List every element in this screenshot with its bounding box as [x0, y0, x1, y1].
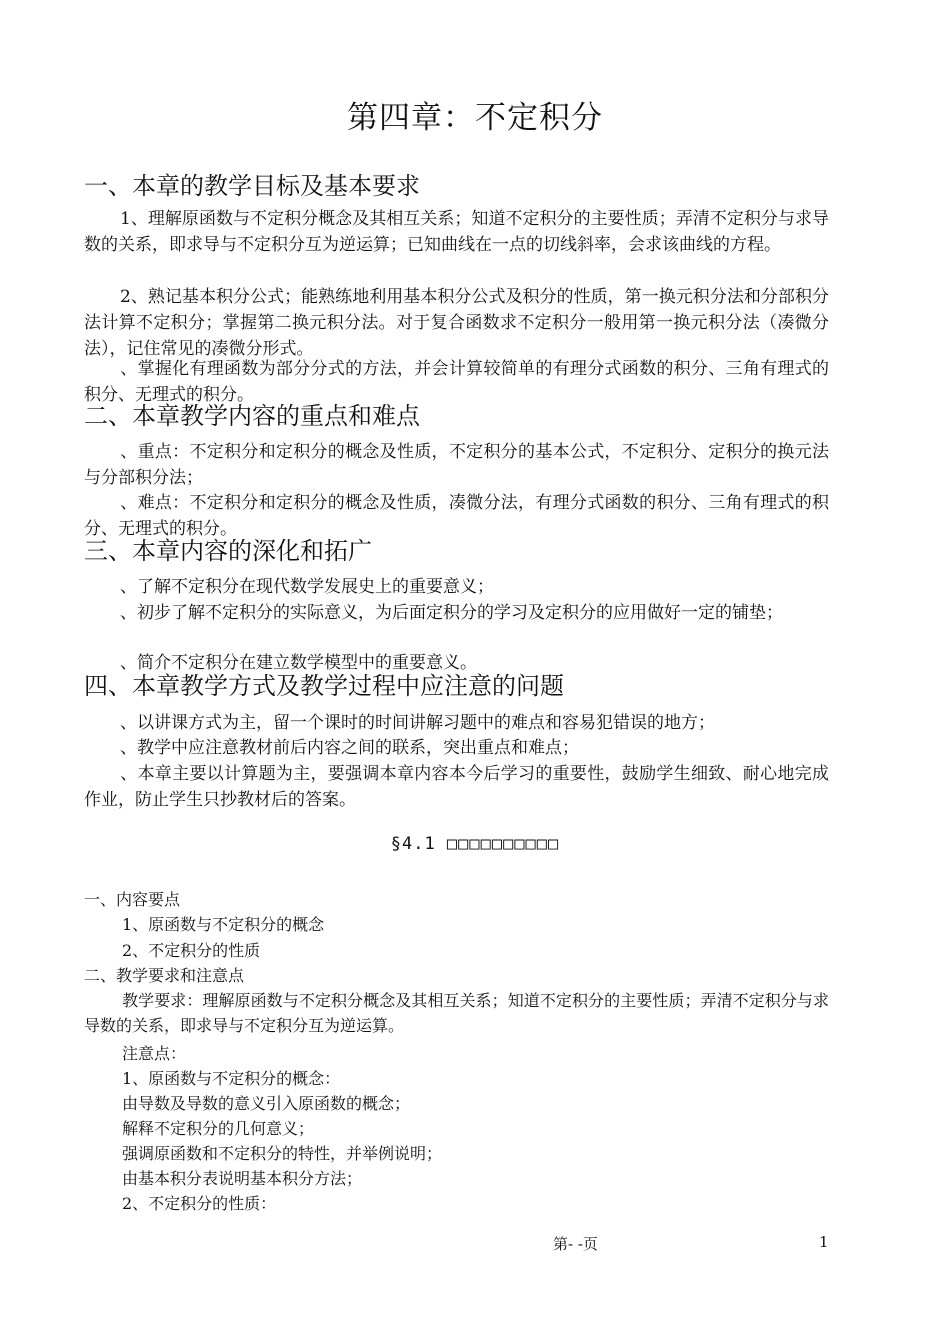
note-1: 1、原函数与不定积分的概念： [122, 1069, 341, 1088]
goal-text-3: 、掌握化有理函数为部分分式的方法，并会计算较简单的有理分式函数的积分、三角有理式的积分、无理式的积分。 [84, 359, 829, 405]
footer-page-number: 1 [819, 1233, 829, 1251]
note-5: 由基本积分表说明基本积分方法； [122, 1169, 363, 1188]
method-text-2: 、教学中应注意教材前后内容之间的联系，突出重点和难点； [120, 738, 579, 758]
note-3: 解释不定积分的几何意义； [122, 1119, 315, 1138]
requirement-text: 教学要求：理解原函数与不定积分概念及其相互关系；知道不定积分的主要性质；弄清不定积分与求导数的关系，即求导与不定积分互为逆运算。 [84, 991, 829, 1035]
keypoint-text-1: 、重点：不定积分和定积分的概念及性质，不定积分的基本公式，不定积分、定积分的换元法与分部积分法； [84, 442, 829, 488]
extension-paragraph-1 [84, 574, 829, 600]
notes-label: 注意点： [122, 1044, 187, 1063]
keypoint-text-2: 、难点：不定积分和定积分的概念及性质，凑微分法，有理分式函数的积分、三角有理式的积分、无理式的积分。 [84, 493, 829, 539]
content-heading: 一、内容要点 [84, 890, 181, 909]
method-text-1: 、以讲课方式为主，留一个课时的时间讲解习题中的难点和容易犯错误的地方； [120, 713, 715, 733]
extension-text-2: 、初步了解不定积分的实际意义，为后面定积分的学习及定积分的应用做好一定的铺垫； [120, 603, 783, 623]
note-4: 强调原函数和不定积分的特性，并举例说明； [122, 1144, 443, 1163]
requirement-heading: 二、教学要求和注意点 [84, 966, 245, 985]
section-heading-methods: 四、本章教学方式及教学过程中应注意的问题 [84, 672, 564, 700]
method-text-3: 、本章主要以计算题为主，要强调本章内容本今后学习的重要性，鼓励学生细致、耐心地完成作业，防止学生只抄教材后的答案。 [84, 764, 829, 810]
content-item-2: 2、不定积分的性质 [122, 941, 261, 960]
section-heading-keypoints: 二、本章教学内容的重点和难点 [84, 402, 420, 430]
keypoint-paragraph-2 [84, 490, 829, 542]
section-heading-goals: 一、本章的教学目标及基本要求 [84, 172, 420, 200]
extension-text-1: 、了解不定积分在现代数学发展史上的重要意义； [120, 577, 494, 597]
extension-text-3: 、简介不定积分在建立数学模型中的重要意义。 [120, 653, 477, 673]
chapter-title: 第四章：不定积分 [347, 100, 603, 136]
content-item-1: 1、原函数与不定积分的概念 [122, 915, 325, 934]
section-4-1-title: §4.1 □□□□□□□□□□ [390, 834, 560, 854]
section-heading-extension: 三、本章内容的深化和拓广 [84, 537, 372, 565]
method-paragraph-2 [84, 735, 829, 761]
goal-paragraph-1 [84, 206, 829, 258]
footer-page-label: 第- -页 [553, 1235, 598, 1253]
note-6: 2、不定积分的性质： [122, 1194, 277, 1213]
method-paragraph-1 [84, 710, 829, 736]
note-2: 由导数及导数的意义引入原函数的概念； [122, 1094, 411, 1113]
goal-text-1: 1、理解原函数与不定积分概念及其相互关系；知道不定积分的主要性质；弄清不定积分与求导数的关系，即求导与不定积分互为逆运算；已知曲线在一点的切线斜率，会求该曲线的方程。 [84, 209, 829, 255]
method-paragraph-3 [84, 761, 829, 813]
keypoint-paragraph-1 [84, 439, 829, 491]
goal-text-2: 2、熟记基本积分公式；能熟练地利用基本积分公式及积分的性质，第一换元积分法和分部积分法计算不定积分；掌握第二换元积分法。对于复合函数求不定积分一般用第一换元积分法（凑微分法），记住常见的凑微分形式。 [84, 287, 829, 359]
goal-paragraph-2 [84, 284, 829, 362]
extension-paragraph-2 [84, 600, 829, 626]
requirement-paragraph [84, 988, 829, 1038]
